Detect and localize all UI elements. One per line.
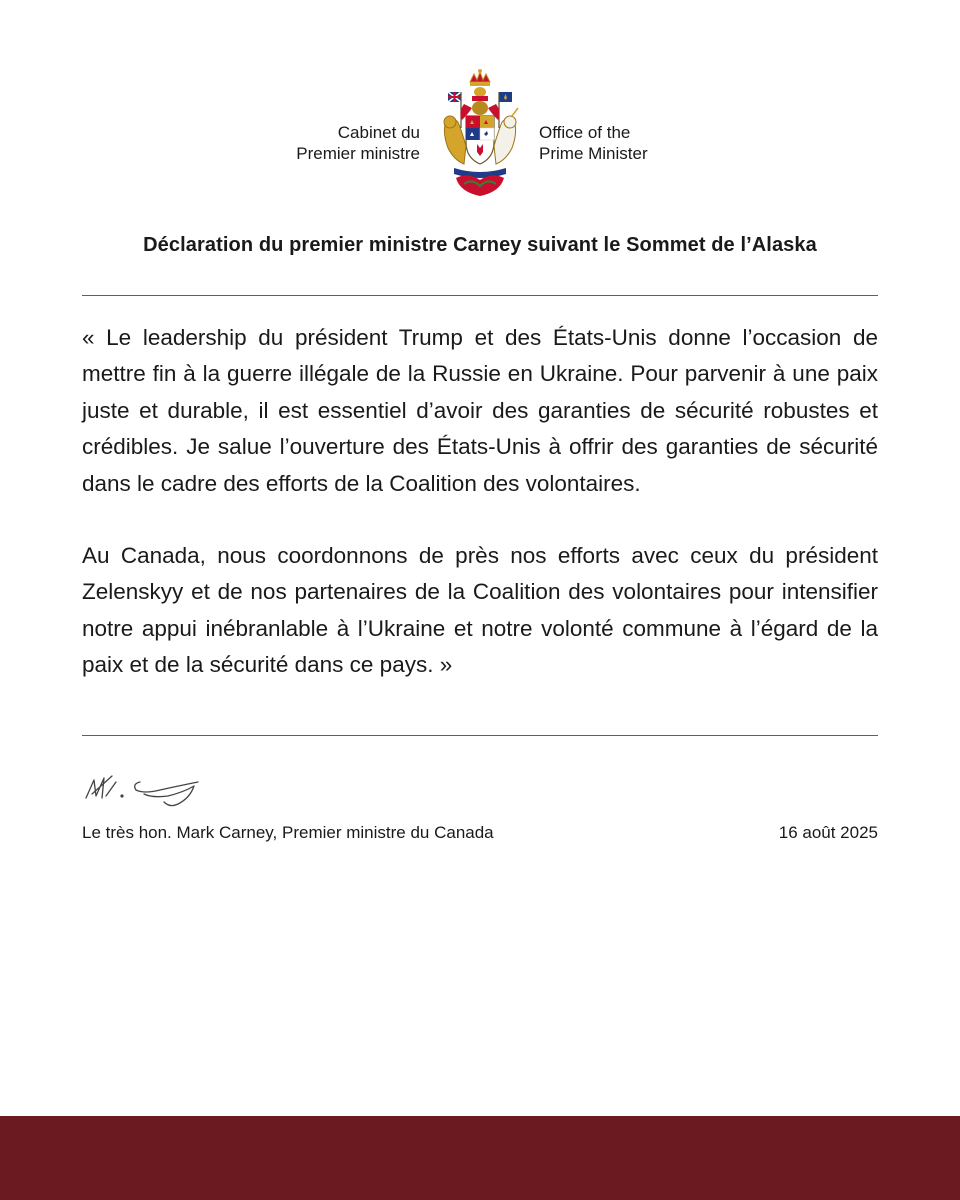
footer-band bbox=[0, 1116, 960, 1200]
office-en-line-2: Prime Minister bbox=[539, 144, 648, 163]
statement-date: 16 août 2025 bbox=[778, 823, 878, 842]
divider-bottom bbox=[82, 735, 878, 736]
office-en-line-1: Office of the bbox=[539, 123, 631, 142]
divider-top bbox=[82, 295, 878, 296]
paragraph-1: « Le leadership du président Trump et des États-Unis donne l’occasion de mettre fin à la guerre illégale de la Russie en Ukraine. Pour parvenir à une paix juste et durable, il est essentiel d’avoir des garanties de sécurité robustes et crédibles. Je salue l’ouverture des États-Unis à offrir des garanties de sécurité dans le cadre des efforts de la Coalition des volontaires. bbox=[82, 325, 878, 496]
letterhead bbox=[0, 68, 960, 208]
paragraph-2: Au Canada, nous coordonnons de près nos efforts avec ceux du président Zelenskyy et de nos partenaires de la Coalition des volontaires pour intensifier notre appui inébranlable à l’Ukraine et notre volonté commune à l’égard de la paix et de la sécurité dans ce pays. » bbox=[82, 543, 878, 678]
signature-icon bbox=[82, 768, 206, 812]
office-name-french bbox=[296, 122, 420, 164]
signer-name: Le très hon. Mark Carney, Premier ministre du Canada bbox=[82, 823, 494, 842]
statement-body bbox=[82, 320, 878, 720]
statement-title: Déclaration du premier ministre Carney suivant le Sommet de l’Alaska bbox=[143, 234, 817, 256]
office-fr-line-1: Cabinet du bbox=[337, 123, 420, 142]
office-name-english bbox=[539, 122, 648, 164]
coat-of-arms-icon bbox=[428, 68, 532, 200]
office-fr-line-2: Premier ministre bbox=[296, 144, 420, 163]
